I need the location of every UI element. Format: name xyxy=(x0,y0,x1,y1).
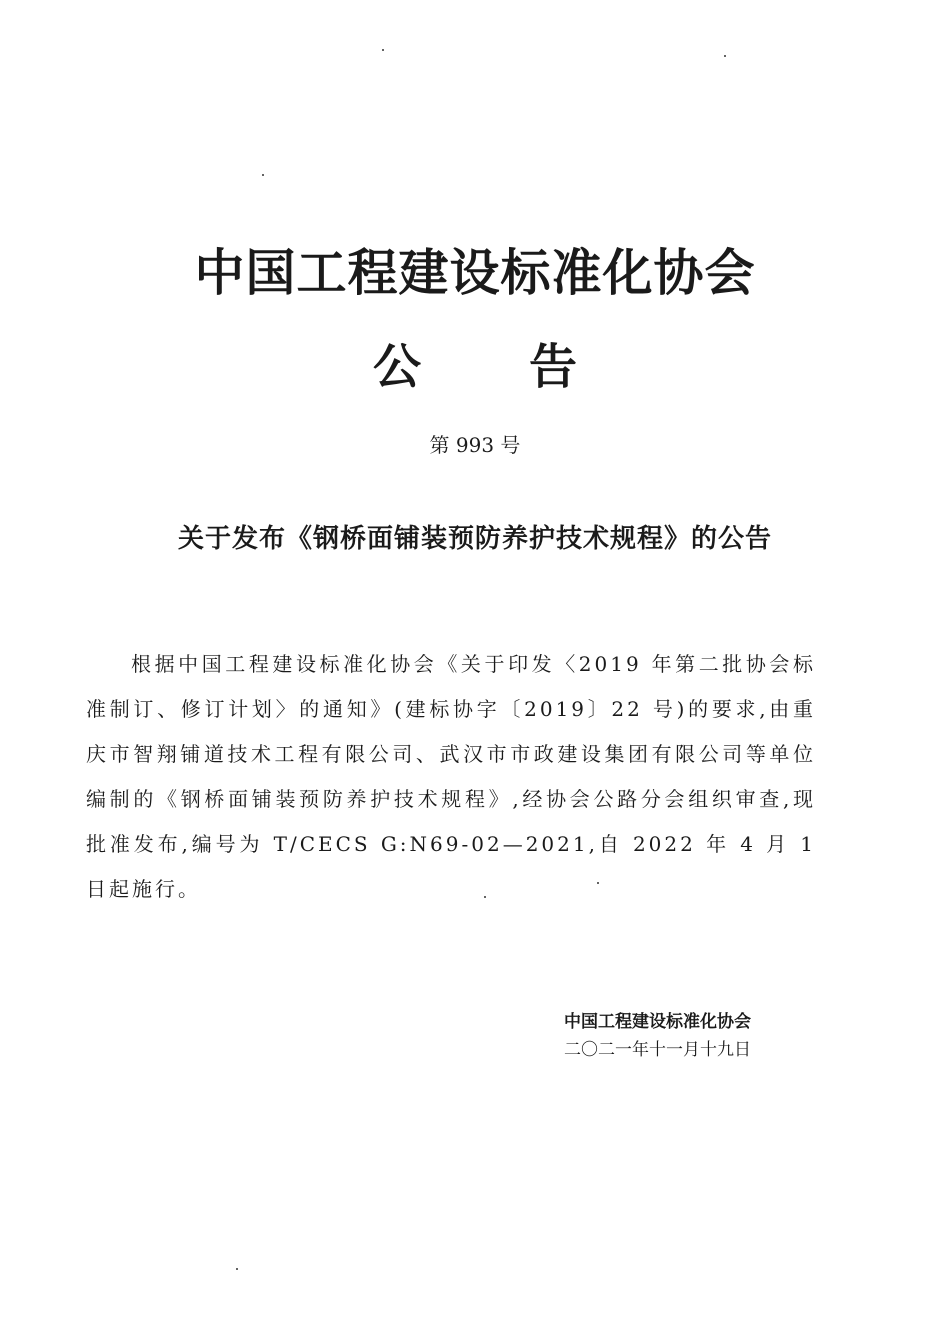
subject-title: 关于发布《钢桥面铺装预防养护技术规程》的公告 xyxy=(177,524,772,554)
scan-speck xyxy=(484,896,486,898)
scan-speck xyxy=(382,49,384,51)
notice-heading: 公告 xyxy=(372,339,685,395)
scan-speck xyxy=(262,174,264,176)
signature-organization: 中国工程建设标准化协会 xyxy=(564,1012,751,1032)
body-paragraph: 根据中国工程建设标准化协会《关于印发〈2019 年第二批协会标准制订、修订计划〉的通知》(建标协字〔2019〕22 号)的要求,由重庆市智翔铺道技术工程有限公司、武汉市市政建设集团有限公司等单位编制的《钢桥面铺装预防养护技术规程》,经协会公路分会组织审查,现批准发布,编号为 T/CECS G:N69-02—2021,自 2022 年 4 月 1 日起施行。 xyxy=(86,652,816,901)
signature-block xyxy=(564,1008,824,1064)
scan-speck xyxy=(597,882,599,884)
notice-number: 第 993 号 xyxy=(429,433,521,457)
organization-title: 中国工程建设标准化协会 xyxy=(194,244,756,302)
signature-date: 二〇二一年十一月十九日 xyxy=(564,1040,751,1060)
scan-speck xyxy=(724,55,726,57)
scan-speck xyxy=(236,1268,238,1270)
